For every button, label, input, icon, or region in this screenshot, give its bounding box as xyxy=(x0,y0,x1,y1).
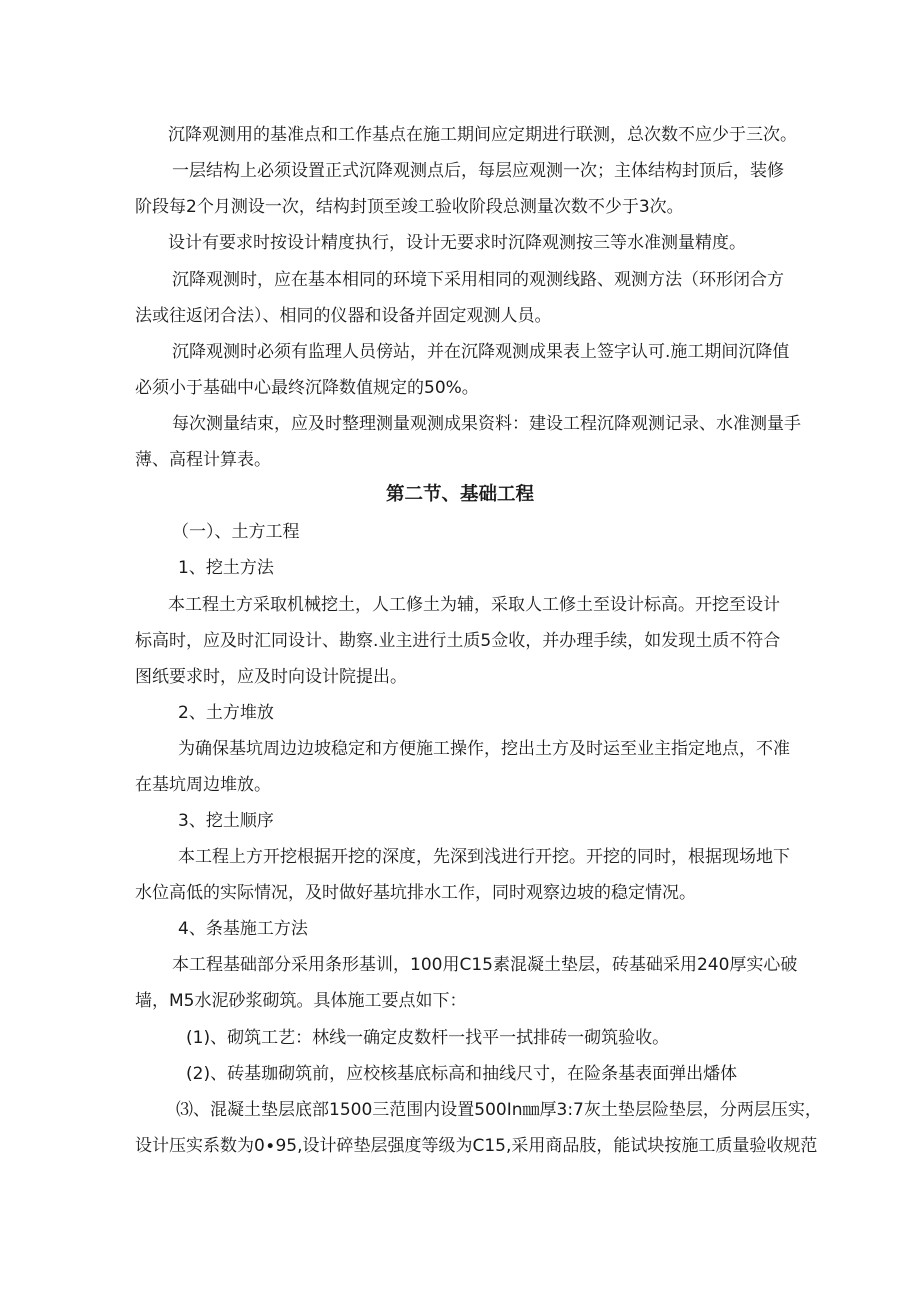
subsection-title: （一）、土方工程 xyxy=(172,522,300,542)
paragraph-line: 薄、高程计算表。 xyxy=(135,450,271,470)
paragraph-line: 设计有要求时按设计精度执行，设计无要求时沉降观测按三等水准测量精度。 xyxy=(168,233,746,253)
item-heading: 2、土方堆放 xyxy=(178,703,274,723)
paragraph-line: 图纸要求时，应及时向设计院提出。 xyxy=(135,667,407,687)
paragraph-line: 阶段每2个月测设一次，结构封顶至竣工验收阶段总测量次数不少于3次。 xyxy=(135,197,684,217)
paragraph-line: 本工程基础部分采用条形基训，100用C15素混凝土垫层，砖基础采用240厚实心破 xyxy=(172,955,798,975)
paragraph-line: 本工程上方开挖根据开挖的深度，先深到浅进行开挖。开挖的同时，根据现场地下 xyxy=(178,847,790,867)
paragraph-line: 墙，M5水泥砂浆砌筑。具体施工要点如下： xyxy=(135,991,467,1011)
point-line: ⑶、混凝土垫层底部1500三范围内设置500In㎜厚3:7灰土垫层险垫层，分两层压实， xyxy=(176,1100,822,1120)
item-heading: 1、挖土方法 xyxy=(178,558,274,578)
paragraph-line: 水位高低的实际情况，及时做好基坑排水工作，同时观察边坡的稳定情况。 xyxy=(135,883,696,903)
paragraph-line: 沉降观测时，应在基本相同的环境下采用相同的观测线路、观测方法（环形闭合方 xyxy=(172,270,784,290)
point-line: (1)、砌筑工艺：林线一确定皮数杆一找平一拭排砖一砌筑验收。 xyxy=(186,1028,670,1048)
section-heading: 第二节、基础工程 xyxy=(385,484,534,505)
paragraph-line: 必须小于基础中心最终沉降数值规定的50%。 xyxy=(135,378,479,398)
paragraph-line: 沉降观测用的基准点和工作基点在施工期间应定期进行联测，总次数不应少于三次。 xyxy=(168,125,797,145)
paragraph-line: 法或往返闭合法）、相同的仪器和设备并固定观测人员。 xyxy=(135,306,552,326)
item-heading: 3、挖土顺序 xyxy=(178,811,274,831)
paragraph-line: 在基坑周边堆放。 xyxy=(135,775,271,795)
point-line: (2)、砖基珈砌筑前，应校核基底标高和抽线尺寸，在险条基表面弹出燔体 xyxy=(186,1064,738,1084)
paragraph-line: 沉降观测时必须有监理人员傍站，并在沉降观测成果表上签字认可.施工期间沉降值 xyxy=(172,342,790,362)
item-heading: 4、条基施工方法 xyxy=(178,919,308,939)
paragraph-line: 为确保基坑周边边坡稳定和方便施工操作，挖出土方及时运至业主指定地点，不准 xyxy=(178,739,790,759)
paragraph-line: 本工程土方采取机械挖土，人工修土为辅，采取人工修土至设计标高。开挖至设计 xyxy=(168,595,780,615)
paragraph-line: 一层结构上必须设置正式沉降观测点后，每层应观测一次；主体结构封顶后，装修 xyxy=(172,161,784,181)
paragraph-line: 标高时，应及时汇同设计、勘察.业主进行土质5佥收，并办理手续，如发现土质不符合 xyxy=(135,631,781,651)
point-line: 设计压实系数为0∙95,设计碎垫层强度等级为C15,采用商品肢，能试块按施工质量验收规范 xyxy=(135,1136,818,1156)
paragraph-line: 每次测量结束，应及时整理测量观测成果资料：建设工程沉降观测记录、水准测量手 xyxy=(172,414,801,434)
